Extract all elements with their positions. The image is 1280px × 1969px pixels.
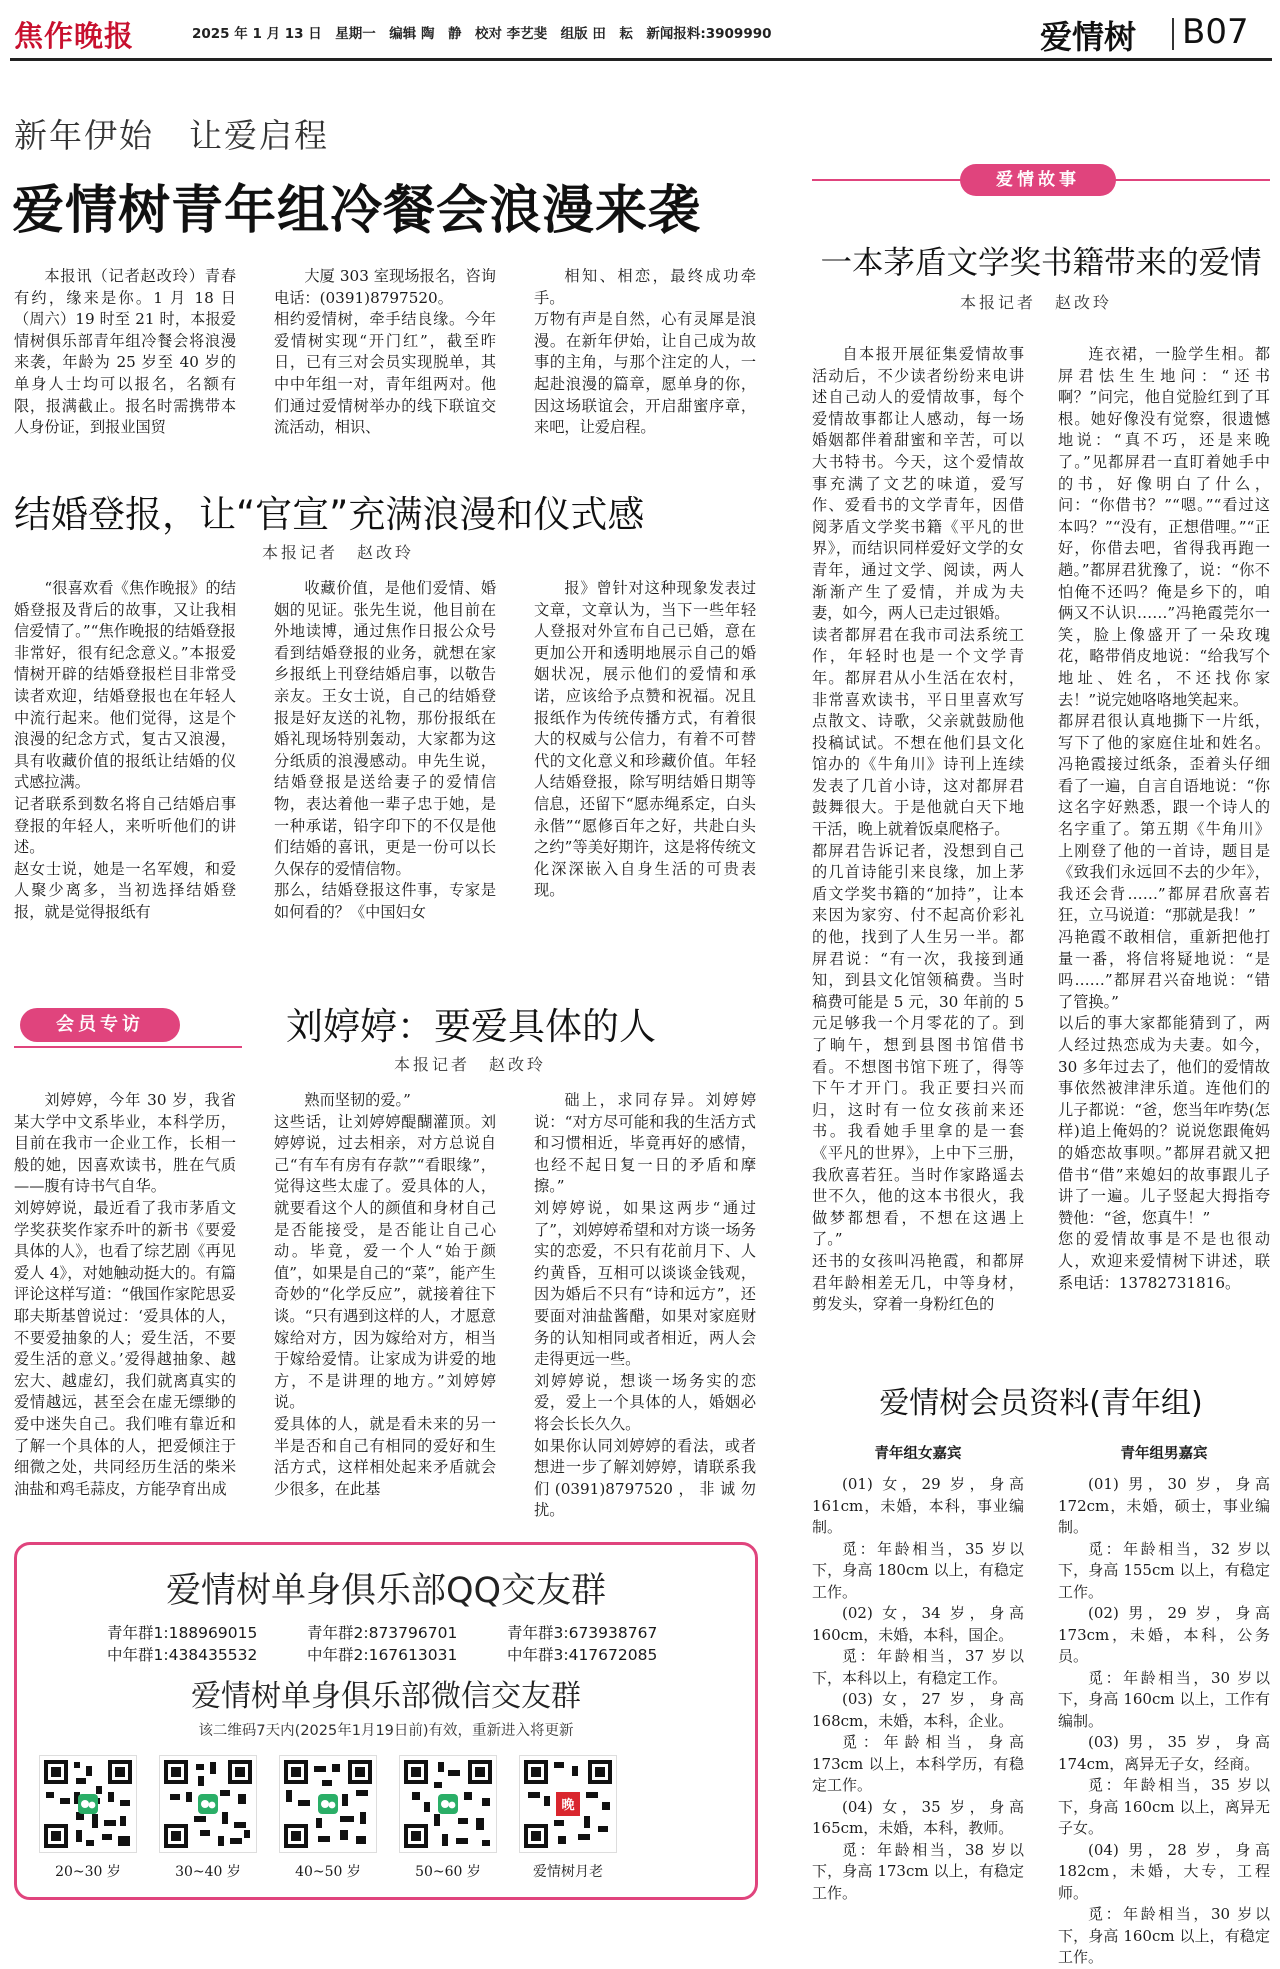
qr-label-matchmaker: 爱情树月老 bbox=[533, 1864, 603, 1880]
male-1-req: 觅：年龄相当，32 岁以下，身高 155cm 以上，有稳定工作。 bbox=[1058, 1539, 1270, 1601]
qq-group-5: 中年群2:167613031 bbox=[307, 1646, 458, 1664]
male-4-info: (04) 男，28 岁，身高 182cm，未婚，大专，工程师。 bbox=[1058, 1840, 1270, 1902]
article3-headline: 刘婷婷：要爱具体的人 bbox=[286, 1005, 656, 1048]
qr-label-50-60: 50~60 岁 bbox=[415, 1864, 481, 1880]
svg-text:晚: 晚 bbox=[561, 1798, 575, 1813]
article2-col1: “很喜欢看《焦作晚报》的结婚登报及背后的故事，又让我相信爱情了。”“焦作晚报的结婚登报非常好，很有纪念意义。”本报爱情树开辟的结婚登报栏目非常受读者欢迎，结婚登报也在年轻人中流行起来。他们觉得，这是个浪漫的纪念方式，复古又浪漫，具有收藏价值的报纸让结婚的仪式感拉满。 记者联系到数名将自己结婚启事登报的年轻人，来听听他们的讲述。 赵女士说，她是一名军嫂，和爱人聚少离多，当初选择结婚登报，就是觉得报纸有 bbox=[14, 579, 236, 921]
qr-code-20-30[interactable] bbox=[39, 1755, 137, 1853]
male-3-req: 觅：年龄相当，35 岁以下，身高 160cm 以上，离异无子女。 bbox=[1058, 1776, 1270, 1837]
qr-code-40-50[interactable] bbox=[279, 1755, 377, 1853]
female-4-req: 觅：年龄相当，38 岁以下，身高 173cm 以上，有稳定工作。 bbox=[812, 1840, 1024, 1902]
members-title: 爱情树会员资料(青年组) bbox=[879, 1386, 1203, 1421]
female-heading: 青年组女嘉宾 bbox=[874, 1446, 962, 1462]
story-col2: 连衣裙，一脸学生相。都屏君怯生生地问：“还书啊？”问完，他自觉脸红到了耳根。她好像没有觉察，很遗憾地说：“真不巧，还是来晚了。”见都屏君一直盯着她手中的书，好像明白了什么，问：“你借书？”“嗯。”“看过这本吗？”“没有，正想借哩。”“正好，你借去吧，省得我再跑一趟。”都屏君犹豫了，说：“你不怕俺不还吗？俺是乡下的，咱俩又不认识……”冯艳霞莞尔一笑，脸上像盛开了一朵玫瑰花，略带俏皮地说：“给我写个地址、姓名，不还找你家去！”说完她咯咯地笑起来。 都屏君很认真地撕下一片纸，写下了他的家庭住址和姓名。冯艳霞接过纸条，歪着头仔细看了一遍，自言自语地说：“你这名字好熟悉，跟一个诗人的名字重了。第五期《牛角川》上刚登了他的一首诗，题目是《致我们永远回不去的少年》，我还会背……”都屏君欣喜若狂，立马说道：“那就是我！” 冯艳霞不敢相信，重新把他打量一番，将信将疑地说：“是吗……”都屏君兴奋地说：“错了管换。” 以后的事大家都能猜到了，两人经过热恋成为夫妻。如今，30 多年过去了，他们的爱情故事依然被津津乐道。连他们的儿子都说：“爸，您当年咋势(怎样)追上俺妈的？说说您跟俺妈的婚恋故事呗。”都屏君就又把借书“借”来媳妇的故事跟儿子讲了一遍。儿子竖起大拇指夸赞他：“爸，您真牛！” 您的爱情故事是不是也很动人，欢迎来爱情树下讲述，联系电话：13782731816。 bbox=[1058, 345, 1270, 1292]
lead-col3: 相知、相恋，最终成功牵手。 万物有声是自然，心有灵犀是浪漫。在新年伊始，让自己成为故事的主角，与那个注定的人，一起赴浪漫的篇章，愿单身的你，因这场联谊会，开启甜蜜序章，来吧，让爱启程。 bbox=[534, 267, 756, 437]
female-2-req: 觅：年龄相当，37 岁以下，本科以上，有稳定工作。 bbox=[812, 1647, 1024, 1687]
male-list bbox=[1058, 1474, 1270, 1966]
male-2-req: 觅：年龄相当，30 岁以下，身高 160cm 以上，工作有编制。 bbox=[1058, 1668, 1270, 1730]
member-interview-tag: 会员专访 bbox=[20, 1008, 180, 1042]
qq-group-3: 青年群3:673938767 bbox=[507, 1624, 658, 1642]
female-2-info: (02) 女，34 岁，身高 160cm，未婚，本科，国企。 bbox=[812, 1604, 1024, 1644]
page-number: B07 bbox=[1182, 12, 1249, 52]
article2-col3: 报》曾针对这种现象发表过文章，文章认为，当下一些年轻人登报对外宣布自己已婚，意在更加公开和透明地展示自己的婚姻状况，展示他们的爱情和承诺，应该给予点赞和祝福。况且报纸作为传统传播方式，有着很大的权威与公信力，有着不可替代的文化意义和珍藏价值。年轻人结婚登报，除写明结婚日期等信息，还留下“愿赤绳系定，白头永偕”“愿修百年之好，共赴白头之约”等美好期许，这是将传统文化深深嵌入自身生活的可贵表现。 bbox=[534, 579, 756, 900]
wechat-title: 爱情树单身俱乐部微信交友群 bbox=[191, 1679, 581, 1714]
female-list bbox=[812, 1474, 1024, 1904]
male-4-req: 觅：年龄相当，30 岁以下，身高 160cm 以上，有稳定工作。 bbox=[1058, 1905, 1270, 1966]
story-col1: 自本报开展征集爱情故事活动后，不少读者纷纷来电讲述自己动人的爱情故事，每个爱情故事都让人感动，每一场婚姻都伴着甜蜜和辛苦，可以大书特书。今天，这个爱情故事充满了文艺的味道，爱写作、爱看书的文学青年，因借阅茅盾文学奖书籍《平凡的世界》，而结识同样爱好文学的女青年，通过文学、阅读，两人渐渐产生了爱情，并成为夫妻，如今，两人已走过银婚。 读者都屏君在我市司法系统工作，年轻时也是一个文学青年。都屏君从小生活在农村，非常喜欢读书，平日里喜欢写点散文、诗歌，父亲就鼓励他投稿试试。不想在他们县文化馆办的《牛角川》诗刊上连续发表了几首小诗，这对都屏君鼓舞很大。于是他就白天下地干活，晚上就着饭桌爬格子。 都屏君告诉记者，没想到自己的几首诗能引来良缘，加上茅盾文学奖书籍的“加持”，让本来因为家穷、付不起高价彩礼的他，找到了人生另一半。都屏君说：“有一次，我接到通知，到县文化馆领稿费。当时稿费可能是 5 元，30 年前的 5 元足够我一个月零花的了。到了晌午，想到县图书馆借书看。不想图书馆下班了，得等下午才开门。我正要扫兴而归，这时有一位女孩前来还书。我看她手里拿的是一套《平凡的世界》，上中下三册，我欣喜若狂。当时作家路遥去世不久，他的这本书很火，我做梦都想看，不想在这遇上了。” 还书的女孩叫冯艳霞，和都屏君年龄相差无几，中等身材，剪发头，穿着一身粉红色的 bbox=[812, 345, 1024, 1314]
divider bbox=[1172, 18, 1174, 50]
article3-col3: 础上，求同存异。刘婷婷说：“对方尽可能和我的生活方式和习惯相近，毕竟再好的感情，也经不起日复一日的矛盾和摩擦。” 刘婷婷说，如果这两步“通过了”，刘婷婷希望和对方谈一场务实的恋爱，不只有花前月下、人约黄昏，互相可以谈谈金钱观，因为婚后不只有“诗和远方”，还要面对油盐酱醋，如果对家庭财务的认知相同或者相近，两人会走得更远一些。 刘婷婷说，想谈一场务实的恋爱，爱上一个具体的人，婚姻必将会长长久久。 如果你认同刘婷婷的看法，或者想进一步了解刘婷婷，请联系我们(0391)8797520，非诚勿扰。 bbox=[534, 1091, 756, 1520]
qr-label-20-30: 20~30 岁 bbox=[55, 1864, 121, 1880]
qr-code-30-40[interactable] bbox=[159, 1755, 257, 1853]
tag-rule bbox=[14, 1046, 242, 1048]
article2-byline: 本报记者 赵改玲 bbox=[262, 543, 415, 562]
male-3-info: (03) 男，35 岁，身高 174cm，离异无子女，经商。 bbox=[1058, 1733, 1270, 1773]
section-name: 爱情树 bbox=[1040, 18, 1137, 56]
qr-label-40-50: 40~50 岁 bbox=[295, 1864, 361, 1880]
story-headline: 一本茅盾文学奖书籍带来的爱情 bbox=[820, 245, 1262, 281]
article2-col2: 收藏价值，是他们爱情、婚姻的见证。张先生说，他目前在外地读博，通过焦作日报公众号看到结婚登报的业务，就想在家乡报纸上刊登结婚启事，以敬告亲友。王女士说，自己的结婚登报是好友送的礼物，那份报纸在婚礼现场特别轰动，大家都为这分纸质的浪漫感动。申先生说，结婚登报是送给妻子的爱情信物，表达着他一辈子忠于她，是一种承诺，铅字印下的不仅是他们结婚的喜讯，更是一份可以长久保存的爱情信物。 那么，结婚登报这件事，专家是如何看的？《中国妇女 bbox=[274, 579, 496, 921]
male-2-info: (02) 男，29 岁，身高 173cm，未婚，本科，公务员。 bbox=[1058, 1604, 1270, 1665]
lead-kicker: 新年伊始 让爱启程 bbox=[14, 116, 329, 155]
qq-group-6: 中年群3:417672085 bbox=[507, 1646, 658, 1664]
club-box bbox=[14, 1542, 758, 1900]
female-4-info: (04) 女，35 岁，身高 165cm，未婚，本科，教师。 bbox=[812, 1797, 1024, 1837]
lead-headline: 爱情树青年组冷餐会浪漫来袭 bbox=[12, 181, 702, 241]
qq-title: 爱情树单身俱乐部QQ交友群 bbox=[165, 1571, 607, 1611]
female-1-info: (01) 女，29 岁，身高 161cm，未婚，本科，事业编制。 bbox=[812, 1475, 1024, 1536]
masthead-rule bbox=[10, 58, 1272, 61]
female-3-req: 觅：年龄相当，身高 173cm 以上，本科学历，有稳定工作。 bbox=[812, 1733, 1024, 1794]
qr-label-30-40: 30~40 岁 bbox=[175, 1864, 241, 1880]
qr-code-50-60[interactable] bbox=[399, 1755, 497, 1853]
lead-col1: 本报讯（记者赵改玲）青春有约，缘来是你。1 月 18 日（周六）19 时至 21 时，本报爱情树俱乐部青年组冷餐会将浪漫来袭，年龄为 25 岁至 40 岁的单身人士均可以报名，名额有限，报满截止。报名时需携带本人身份证，到报业国贸 bbox=[14, 267, 236, 437]
female-3-info: (03) 女，27 岁，身高 168cm，未婚，本科，企业。 bbox=[812, 1690, 1024, 1730]
article3-col2: 熟而坚韧的爱。” 这些话，让刘婷婷醍醐灌顶。刘婷婷说，过去相亲，对方总说自己“有车有房有存款”“看眼缘”，觉得这些太虚了。爱具体的人，就要看这个人的颜值和身材自己是否能接受，是否能让自己心动。毕竟，爱一个人“始于颜值”，如果是自己的“菜”，能产生奇妙的“化学反应”，就接着往下谈。“只有遇到这样的人，才愿意嫁给对方，因为嫁给对方，相当于嫁给爱情。让家成为讲爱的地方，不是讲理的地方。”刘婷婷说。 爱具体的人，就是看未来的另一半是否和自己有相同的爱好和生活方式，这样相处起来矛盾就会少很多，在此基 bbox=[274, 1091, 496, 1498]
wechat-notice: 该二维码7天内(2025年1月19日前)有效，重新进入将更新 bbox=[198, 1723, 574, 1739]
article2-headline: 结婚登报，让“官宣”充满浪漫和仪式感 bbox=[14, 493, 645, 536]
article3-col1: 刘婷婷，今年 30 岁，我省某大学中文系毕业，本科学历，目前在我市一企业工作，长相一般的她，因喜欢读书，胜在气质——腹有诗书气自华。 刘婷婷说，最近看了我市茅盾文学奖获奖作家乔叶的新书《要爱具体的人》，也看了综艺剧《再见爱人 4》，对她触动挺大的。有篇评论这样写道：“俄国作家陀思妥耶夫斯基曾说过：‘爱具体的人，不要爱抽象的人；爱生活，不要爱生活的意义。’爱得越抽象、越宏大、越虚幻，我们就离真实的爱情越远，甚至会在虚无缥缈的爱中迷失自己。我们唯有靠近和了解一个具体的人，把爱倾注于细微之处，共同经历生活的柴米油盐和鸡毛蒜皮，方能孕育出成 bbox=[14, 1091, 236, 1498]
male-1-info: (01) 男，30 岁，身高 172cm，未婚，硕士，事业编制。 bbox=[1058, 1475, 1270, 1536]
story-byline: 本报记者 赵改玲 bbox=[960, 293, 1113, 312]
masthead bbox=[0, 0, 1280, 58]
male-heading: 青年组男嘉宾 bbox=[1120, 1446, 1208, 1462]
love-story-tag: 爱情故事 bbox=[960, 164, 1116, 196]
newspaper-logo: 焦作晚报 bbox=[14, 19, 135, 53]
qq-group-1: 青年群1:188969015 bbox=[107, 1624, 258, 1642]
lead-col2: 大厦 303 室现场报名，咨询电话：(0391)8797520。 相约爱情树，牵手结良缘。今年爱情树实现“开门红”，截至昨日，已有三对会员实现脱单，其中中年组一对，青年组两对。他们通过爱情树举办的线下联谊交流活动，相识、 bbox=[274, 267, 496, 437]
qq-group-4: 中年群1:438435532 bbox=[107, 1646, 258, 1664]
qq-group-2: 青年群2:873796701 bbox=[307, 1624, 458, 1642]
article3-byline: 本报记者 赵改玲 bbox=[394, 1055, 547, 1074]
qr-code-matchmaker[interactable] bbox=[519, 1755, 617, 1853]
date-line: 2025 年 1 月 13 日 星期一 编辑 陶 静 校对 李艺斐 组版 田 耘 新闻报料:3909990 bbox=[192, 26, 772, 42]
female-1-req: 觅：年龄相当，35 岁以下，身高 180cm 以上，有稳定工作。 bbox=[812, 1539, 1024, 1601]
